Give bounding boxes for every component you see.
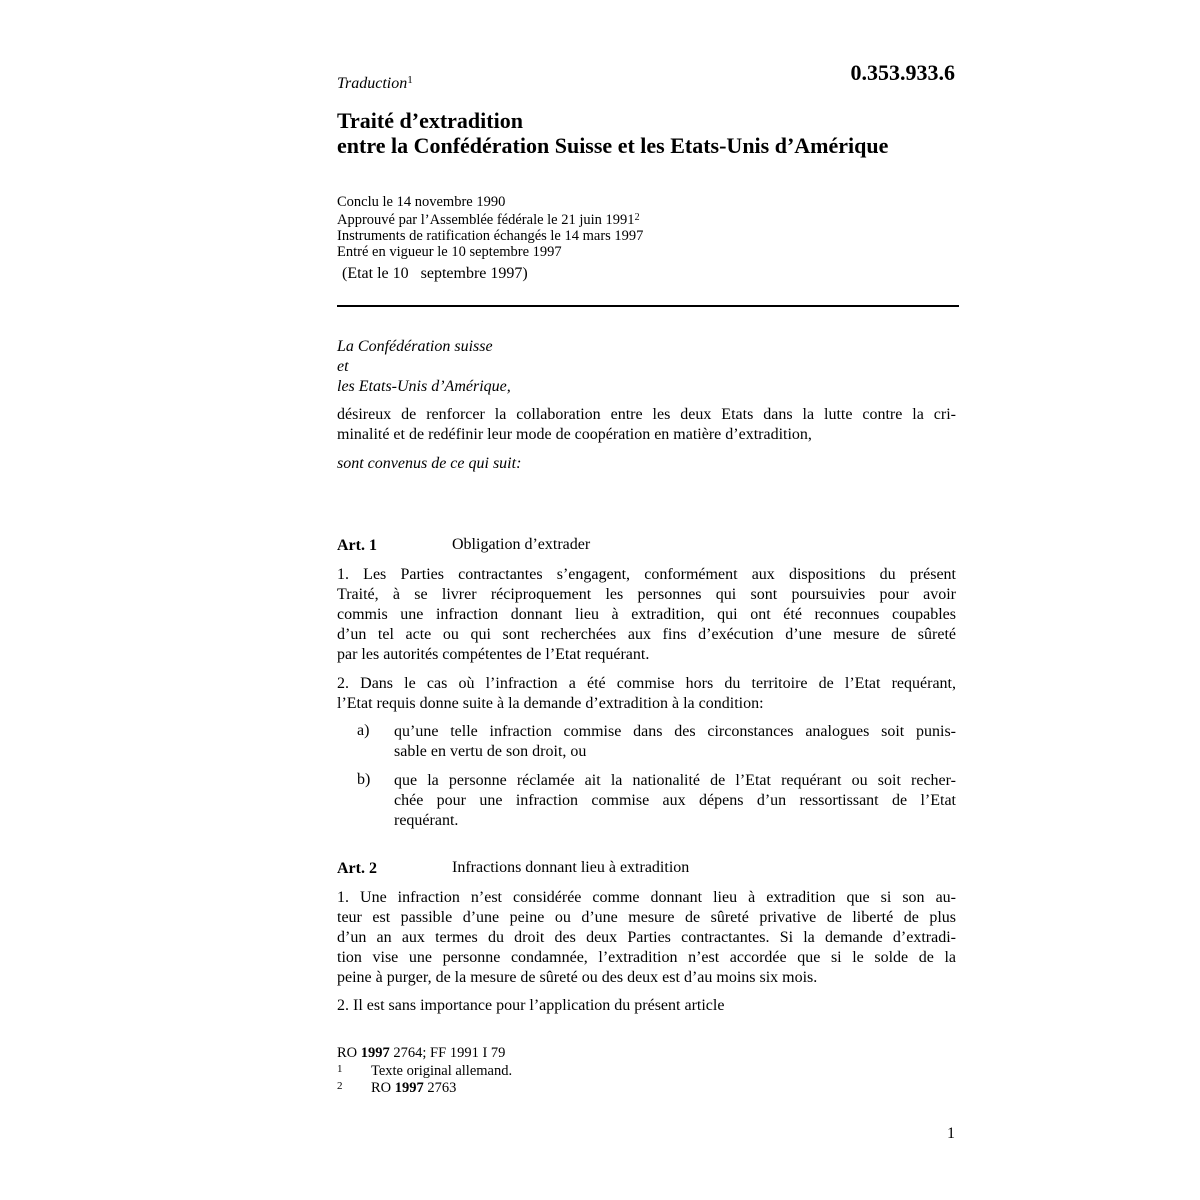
article-1-number: Art. 1 [337, 537, 377, 554]
title-line-2: entre la Confédération Suisse et les Etats-Unis d’Amérique [337, 133, 889, 158]
item-b-text: que la personne réclamée ait la nationalité de l’Etat requérant ou soit recher- chée pour une infraction commise aux dépens d’un ressortissant de l’Etat requérant. [394, 772, 956, 829]
article-2-paragraph-2: 2. Il est sans importance pour l’application du présent article [337, 997, 725, 1014]
title-line-1: Traité d’extradition [337, 108, 523, 133]
article-2-title: Infractions donnant lieu à extradition [452, 859, 690, 876]
page-number: 1 [947, 1125, 955, 1142]
ro-reference: RO 1997 2764; FF 1991 I 79 [337, 1045, 506, 1061]
item-a-text: qu’une telle infraction commise dans des circonstances analogues soit punis- sable en vertu de son droit, ou [394, 723, 956, 760]
footnote-2-text: RO 1997 2763 [371, 1080, 457, 1096]
preamble-et: et [337, 358, 349, 375]
preamble-desireux: désireux de renforcer la collaboration entre les deux Etats dans la lutte contre la cri- minalité et de redéfinir leur mode de coopération en matière d’extradition, [337, 406, 956, 443]
item-a-letter: a) [357, 722, 370, 739]
footnote-1-number: 1 [337, 1063, 343, 1075]
meta-etat: (Etat le 10 septembre 1997) [342, 265, 528, 282]
document-number: 0.353.933.6 [850, 60, 955, 85]
document-meta [337, 194, 643, 260]
translation-label: Traduction$^1$ [337, 74, 413, 92]
article-1-title: Obligation d’extrader [452, 536, 591, 553]
item-b-letter: b) [357, 771, 371, 788]
article-2-number: Art. 2 [337, 860, 377, 877]
article-1-paragraph-2: 2. Dans le cas où l’infraction a été commise hors du territoire de l’Etat requérant, l’Etat requis donne suite à la demande d’extradition à la condition: [337, 675, 956, 712]
preamble-party-2: les Etats-Unis d’Amérique, [337, 378, 511, 395]
footnote-2-number: 2 [337, 1080, 343, 1092]
document-title [337, 108, 888, 158]
preamble-party-1: La Confédération suisse [337, 338, 493, 355]
meta-approuve: Approuvé par l’Assemblée fédérale le 21 juin 1991$^2$ [337, 212, 640, 228]
footnote-ref-1[interactable]: 1 [407, 74, 413, 86]
article-1-paragraph-1: 1. Les Parties contractantes s’engagent, conformément aux dispositions du présent Traité, à se livrer réciproquement les personnes qui sont poursuivies pour avoir commis une infraction donnant lieu à extradition, qui ont été reconnues coupables d’un tel acte ou qui sont recherchées aux fins d’exécution d’une mesure de sûreté par les autorités compétentes de l’Etat requérant. [337, 566, 956, 663]
meta-conclu: Conclu le 14 novembre 1990 [337, 194, 506, 210]
preamble-convenus: sont convenus de ce qui suit: [337, 455, 522, 472]
header-divider [337, 305, 959, 307]
meta-entree: Entré en vigueur le 10 septembre 1997 [337, 244, 562, 260]
footnote-ref-2[interactable]: 2 [634, 212, 640, 223]
footnote-1-text: Texte original allemand. [371, 1063, 513, 1079]
article-2-paragraph-1: 1. Une infraction n’est considérée comme donnant lieu à extradition que si son au- teur est passible d’une peine ou d’une mesure de sûreté privative de liberté de plus d’un an aux termes du droit des deux Parties contractantes. Si la demande d’extradi- tion vise une personne condamnée, l’extradition n’est accordée que si le solde de la peine à purger, de la mesure de sûreté ou des deux est d’au moins six mois. [337, 889, 956, 986]
meta-instruments: Instruments de ratification échangés le 14 mars 1997 [337, 228, 644, 244]
